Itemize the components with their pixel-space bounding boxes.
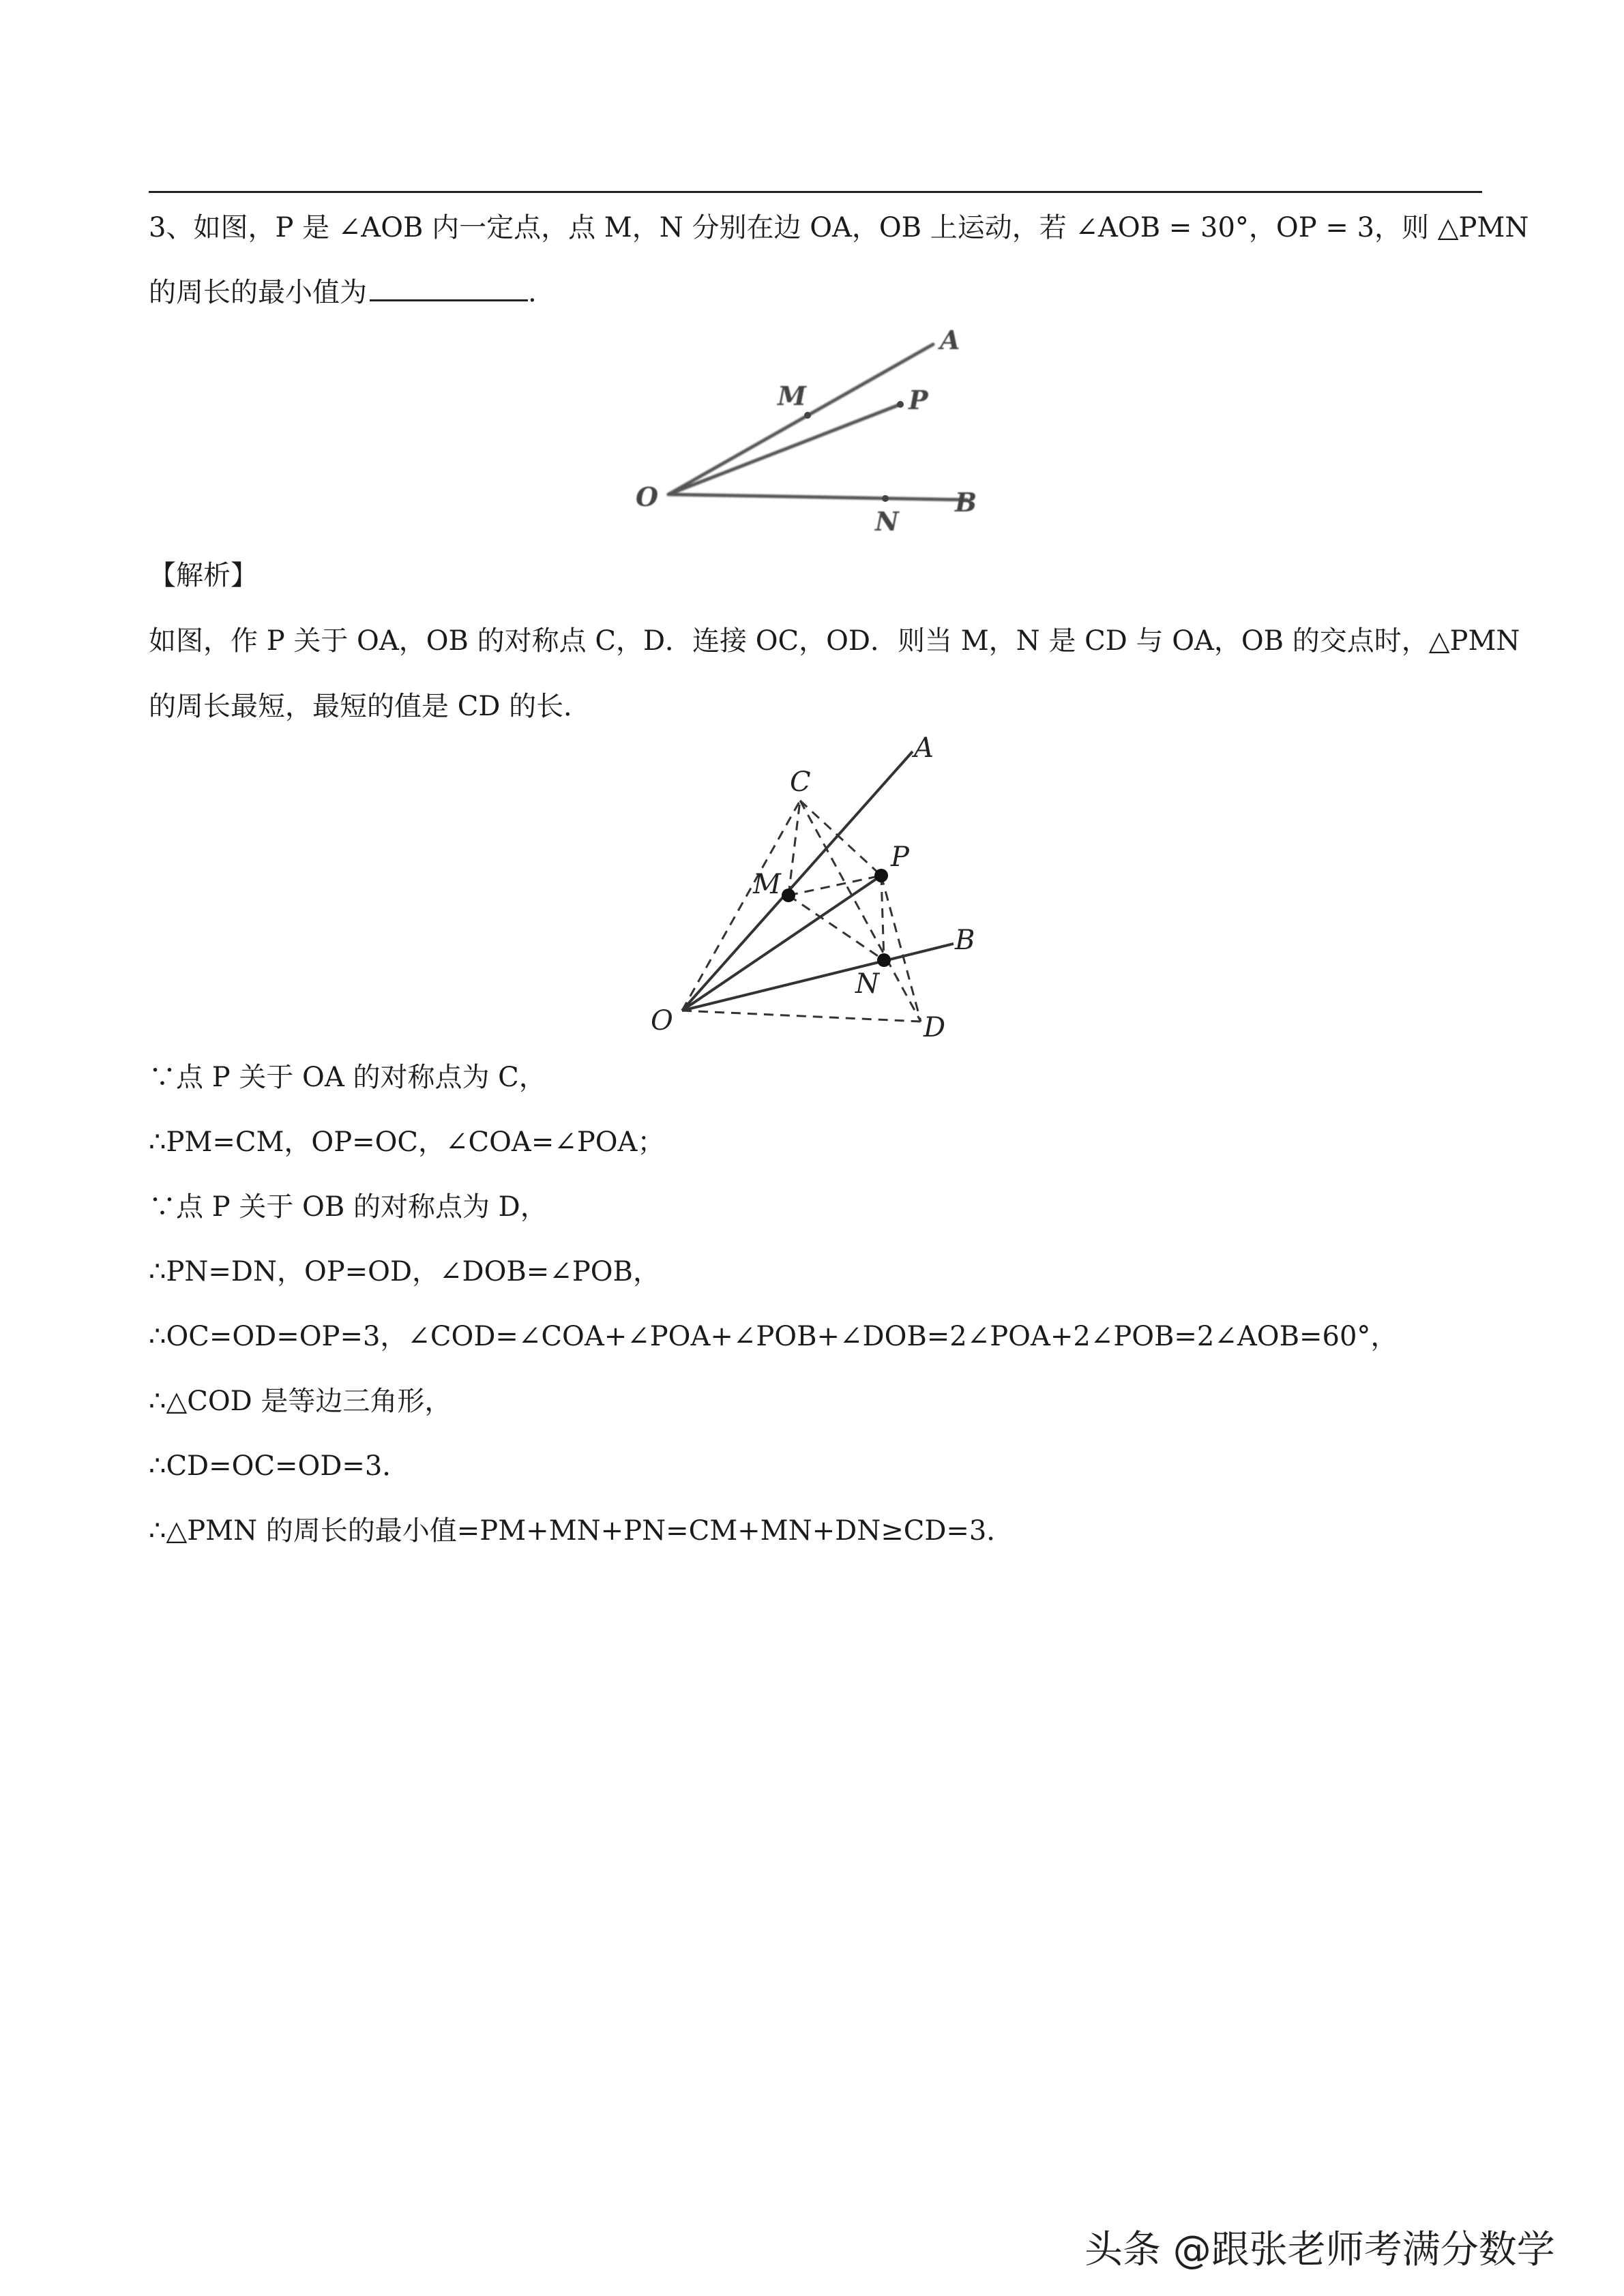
problem-line-2-text: 的周长的最小值为 [149, 277, 367, 308]
watermark: 头条 @跟张老师考满分数学 [1084, 2228, 1555, 2272]
label-O: O [636, 481, 659, 512]
step-6: ∴△COD 是等边三角形， [149, 1386, 452, 1417]
figure-2-diagram [628, 730, 1009, 1057]
ray-OP [668, 404, 900, 494]
dashed-OC [682, 801, 800, 1011]
step-3: ∵点 P 关于 OB 的对称点为 D， [149, 1191, 548, 1223]
ray-OA [668, 344, 933, 494]
analysis-intro-1: 如图，作 P 关于 OA，OB 的对称点 C，D．连接 OC，OD．则当 M，N 是 CD 与 OA，OB 的交点时，△PMN [149, 625, 1520, 657]
point-M [782, 889, 795, 902]
figure-1-diagram [614, 314, 996, 546]
label-D: D [924, 1012, 946, 1043]
step-4: ∴PN=DN，OP=OD，∠DOB=∠POB， [149, 1256, 660, 1287]
dashed-PD [881, 876, 921, 1022]
label-N: N [875, 506, 899, 537]
analysis-intro-2: 的周长最短，最短的值是 CD 的长． [149, 691, 591, 722]
problem-line-2 [149, 276, 537, 309]
label-P: P [891, 841, 909, 873]
segment-OP [682, 876, 881, 1011]
analysis-heading: 【解析】 [149, 560, 258, 591]
label-C: C [790, 766, 811, 798]
step-5: ∴OC=OD=OP=3，∠COD=∠COA+∠POA+∠POB+∠DOB=2∠POA+2∠POB=2∠AOB=60°， [149, 1321, 1398, 1352]
dashed-OD [682, 1011, 921, 1022]
point-M [804, 412, 811, 419]
label-B: B [955, 487, 977, 518]
label-M: M [778, 381, 807, 411]
point-N [882, 495, 889, 502]
ray-OB [682, 944, 954, 1011]
step-2: ∴PM=CM，OP=OC，∠COA=∠POA； [149, 1127, 665, 1158]
label-N: N [855, 968, 879, 1000]
ray-OB [668, 494, 967, 500]
problem-line-1: 3、如图，P 是 ∠AOB 内一定点，点 M，N 分别在边 OA，OB 上运动，若 ∠AOB = 30°，OP = 3，则 △PMN [149, 212, 1529, 243]
dashed-PN [881, 876, 884, 960]
step-7: ∴CD=OC=OD=3． [149, 1450, 410, 1482]
problem-line-2-end: . [528, 277, 537, 308]
label-A: A [940, 325, 960, 355]
label-B: B [955, 925, 975, 956]
label-A: A [914, 732, 934, 764]
top-rule [149, 191, 1482, 193]
label-M: M [753, 869, 781, 900]
point-P [874, 869, 888, 882]
step-8: ∴△PMN 的周长的最小值=PM+MN+PN=CM+MN+DN≥CD=3． [149, 1515, 1014, 1547]
step-1: ∵点 P 关于 OA 的对称点为 C， [149, 1062, 546, 1093]
label-P: P [909, 385, 928, 415]
point-P [897, 401, 904, 408]
answer-blank [370, 276, 528, 301]
label-O: O [651, 1005, 673, 1037]
point-N [877, 953, 891, 967]
